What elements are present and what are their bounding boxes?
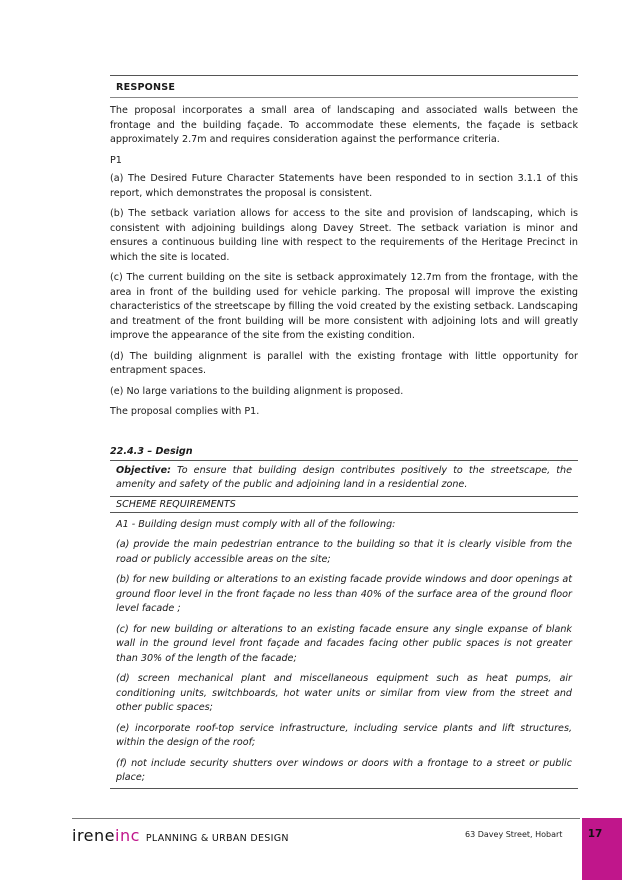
footer-address: 63 Davey Street, Hobart bbox=[465, 830, 563, 839]
footer-rule bbox=[72, 818, 580, 819]
requirement-b: (b) for new building or alterations to an existing facade provide windows and door openings at ground floor level in the front façade no less than 40% of the surface area of the ground floor level facade ; bbox=[116, 574, 572, 614]
design-section-title: 22.4.3 – Design bbox=[110, 445, 193, 457]
objective-body: To ensure that building design contributes positively to the streetscape, the amenity and safety of the public and adjoining land in a residential zone. bbox=[116, 464, 572, 490]
logo-irene: irene bbox=[72, 826, 115, 845]
objective-text bbox=[110, 464, 578, 493]
response-item-e: (e) No large variations to the building alignment is proposed. bbox=[110, 385, 404, 397]
page-number-tab bbox=[582, 818, 622, 880]
objective-label: Objective: bbox=[116, 464, 171, 476]
content-area bbox=[110, 75, 578, 789]
requirement-c: (c) for new building or alterations to an existing facade ensure any single expanse of blank wall in the ground level front façade and facades facing other public spaces is not greater than 30% of the length of the facade; bbox=[116, 623, 572, 664]
scheme-heading-rule bbox=[110, 512, 578, 513]
p1-label: P1 bbox=[110, 154, 122, 166]
requirement-f: (f) not include security shutters over windows or doors with a frontage to a street or public place; bbox=[116, 757, 572, 783]
response-item-a: (a) The Desired Future Character Statements have been responded to in section 3.1.1 of this report, which demonstrates the proposal is consistent. bbox=[110, 173, 578, 199]
requirements-bottom-rule bbox=[110, 788, 578, 789]
requirement-a1: A1 - Building design must comply with all of the following: bbox=[116, 518, 396, 530]
response-heading-rule bbox=[110, 97, 578, 98]
requirement-e: (e) incorporate roof-top service infrastructure, including service plants and lift structures, within the design of the roof; bbox=[116, 722, 572, 748]
requirement-d: (d) screen mechanical plant and miscellaneous equipment such as heat pumps, air conditioning units, switchboards, hot water units or similar from view from the street and other public spaces; bbox=[116, 673, 572, 713]
design-top-rule bbox=[110, 460, 578, 461]
response-item-d: (d) The building alignment is parallel with the existing frontage with little opportunity for entrapment spaces. bbox=[110, 350, 578, 376]
page-number: 17 bbox=[587, 828, 603, 840]
response-item-b: (b) The setback variation allows for access to the site and provision of landscaping, which is consistent with adjoining buildings along Davey Street. The setback variation is minor and ensures a continuous building line with respect to the requirements of the Heritage Precinct in which the site is located. bbox=[110, 208, 578, 263]
scheme-requirements-heading: SCHEME REQUIREMENTS bbox=[116, 498, 236, 510]
requirement-a: (a) provide the main pedestrian entrance to the building so that it is clearly visible from the road or publicly accessible areas on the site; bbox=[116, 539, 572, 565]
response-heading: RESPONSE bbox=[116, 82, 176, 93]
response-intro: The proposal incorporates a small area of landscaping and associated walls between the frontage and the building façade. To accommodate these elements, the façade is setback approximately 2.7m and requires consideration against the performance criteria. bbox=[110, 105, 578, 145]
logo-inc: inc bbox=[115, 826, 140, 845]
response-conclusion: The proposal complies with P1. bbox=[110, 406, 260, 417]
logo-tagline: PLANNING & URBAN DESIGN bbox=[145, 833, 289, 844]
response-item-c: (c) The current building on the site is setback approximately 12.7m from the frontage, with the area in front of the building used for vehicle parking. The proposal will improve the existing characteristics of the streetscape by filling the void created by the existing setback. Landscaping and treatment of the front building will be more consistent with adjoining lots and will greatly improve the appearance of the site from the existing condition. bbox=[110, 272, 578, 341]
